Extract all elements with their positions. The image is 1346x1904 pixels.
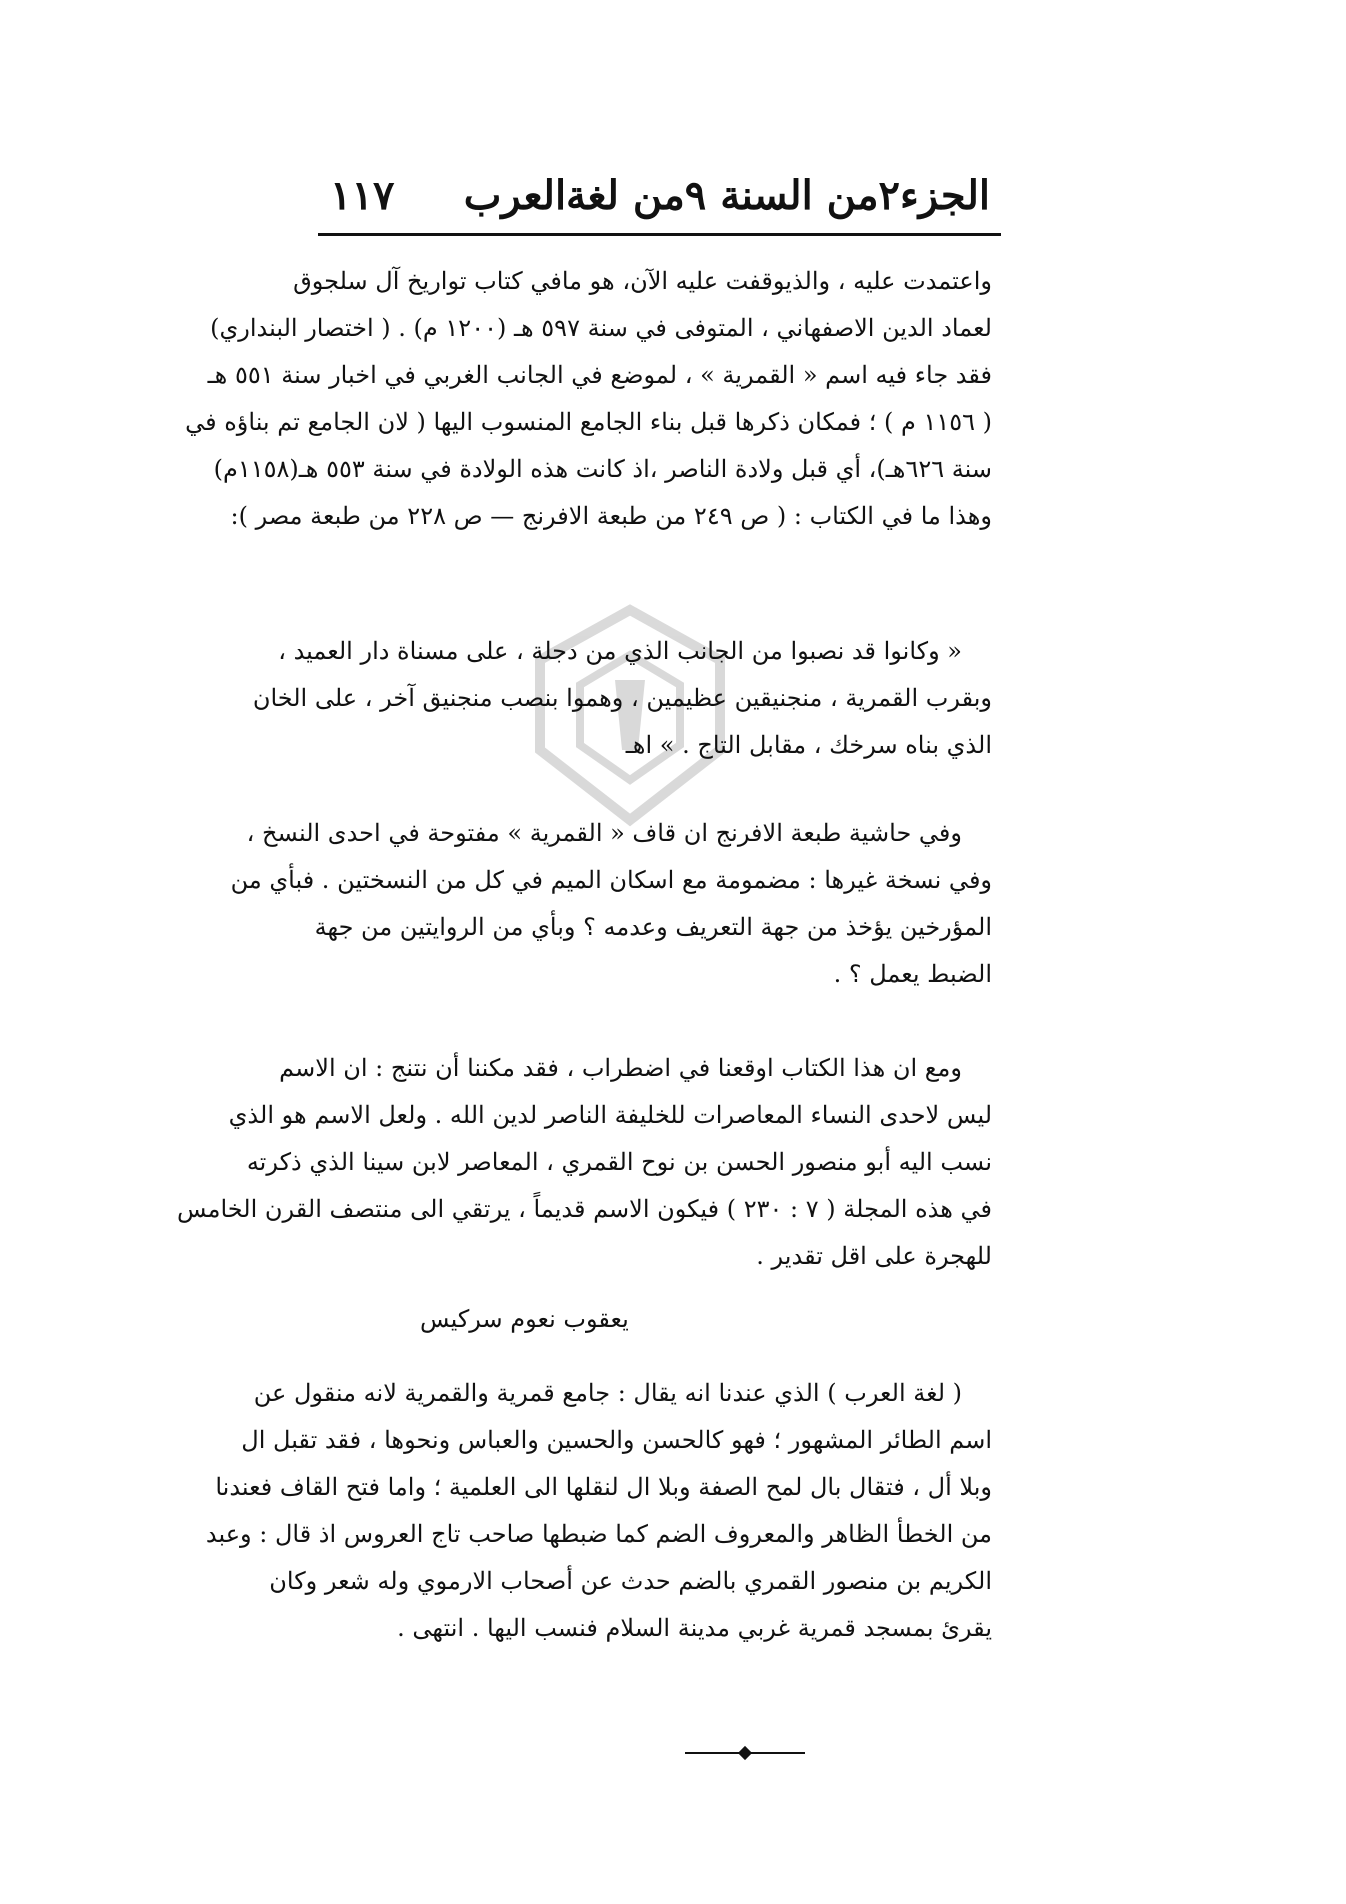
text-line: نسب اليه أبو منصور الحسن بن نوح القمري ، المعاصر لابن سينا الذي ذكرته xyxy=(246,1148,992,1176)
text-line: ( لغة العرب ) الذي عندنا انه يقال : جامع قمرية والقمرية لانه منقول عن xyxy=(253,1379,962,1407)
author-signature: يعقوب نعوم سركيس xyxy=(420,1305,629,1333)
text-line: يقرئ بمسجد قمرية غربي مدينة السلام فنسب اليها . انتهى . xyxy=(397,1614,992,1642)
text-line: وبلا أل ، فتقال بال لمح الصفة وبلا ال لنقلها الى العلمية ؛ واما فتح القاف فعندنا xyxy=(215,1473,992,1501)
text-line: ( ١١٥٦ م ) ؛ فمكان ذكرها قبل بناء الجامع المنسوب اليها ( لان الجامع تم بناؤه في xyxy=(185,408,992,436)
text-line: وفي نسخة غيرها : مضمومة مع اسكان الميم في كل من النسختين . فبأي من xyxy=(230,866,992,894)
text-line: فقد جاء فيه اسم « القمرية » ، لموضع في الجانب الغربي في اخبار سنة ٥٥١ هـ xyxy=(207,361,992,389)
page-number: ١١٧ xyxy=(330,171,395,219)
page-header xyxy=(330,160,990,230)
text-line: وبقرب القمرية ، منجنيقين عظيمين ، وهموا بنصب منجنيق آخر ، على الخان xyxy=(252,684,992,712)
text-line: الضبط يعمل ؟ . xyxy=(833,960,992,988)
text-line: المؤرخين يؤخذ من جهة التعريف وعدمه ؟ وبأي من الروايتين من جهة xyxy=(314,913,992,941)
text-line: واعتمدت عليه ، والذيوقفت عليه الآن، هو مافي كتاب تواريخ آل سلجوق xyxy=(293,267,992,295)
text-line: « وكانوا قد نصبوا من الجانب الذي من دجلة ، على مسناة دار العميد ، xyxy=(278,637,962,665)
end-ornament xyxy=(685,1752,805,1754)
paragraph-4 xyxy=(177,1045,992,1280)
editor-note xyxy=(205,1370,992,1652)
text-line: في هذه المجلة ( ٧ : ٢٣٠ ) فيكون الاسم قديماً ، يرتقي الى منتصف القرن الخامس xyxy=(177,1195,992,1223)
running-title: الجزء٢من السنة ٩من لغةالعرب xyxy=(463,171,990,219)
paragraph-1 xyxy=(185,258,992,540)
ornament-diamond xyxy=(738,1746,752,1760)
text-line: وهذا ما في الكتاب : ( ص ٢٤٩ من طبعة الافرنج — ص ٢٢٨ من طبعة مصر ): xyxy=(230,502,992,530)
text-line: للهجرة على اقل تقدير . xyxy=(756,1242,992,1270)
text-line: الذي بناه سرخك ، مقابل التاج . » اهـ xyxy=(625,731,992,759)
text-line: ومع ان هذا الكتاب اوقعنا في اضطراب ، فقد مكننا أن نتنج : ان الاسم xyxy=(279,1054,962,1082)
header-rule xyxy=(318,233,1001,236)
text-line: من الخطأ الظاهر والمعروف الضم كما ضبطها صاحب تاج العروس اذ قال : وعبد xyxy=(205,1520,992,1548)
text-line: ليس لاحدى النساء المعاصرات للخليفة الناصر لدين الله . ولعل الاسم هو الذي xyxy=(228,1101,992,1129)
text-line: اسم الطائر المشهور ؛ فهو كالحسن والحسين والعباس ونحوها ، فقد تقبل ال xyxy=(241,1426,992,1454)
paragraph-3 xyxy=(230,810,992,998)
text-line: وفي حاشية طبعة الافرنج ان قاف « القمرية » مفتوحة في احدى النسخ ، xyxy=(246,819,962,847)
quotation-paragraph xyxy=(252,628,992,769)
text-line: لعماد الدين الاصفهاني ، المتوفى في سنة ٥٩٧ هـ (١٢٠٠ م) . ( اختصار البنداري) xyxy=(210,314,992,342)
text-line: الكريم بن منصور القمري بالضم حدث عن أصحاب الارموي وله شعر وكان xyxy=(269,1567,992,1595)
text-line: سنة ٦٢٦هـ)، أي قبل ولادة الناصر ،اذ كانت هذه الولادة في سنة ٥٥٣ هـ(١١٥٨م) xyxy=(213,455,992,483)
